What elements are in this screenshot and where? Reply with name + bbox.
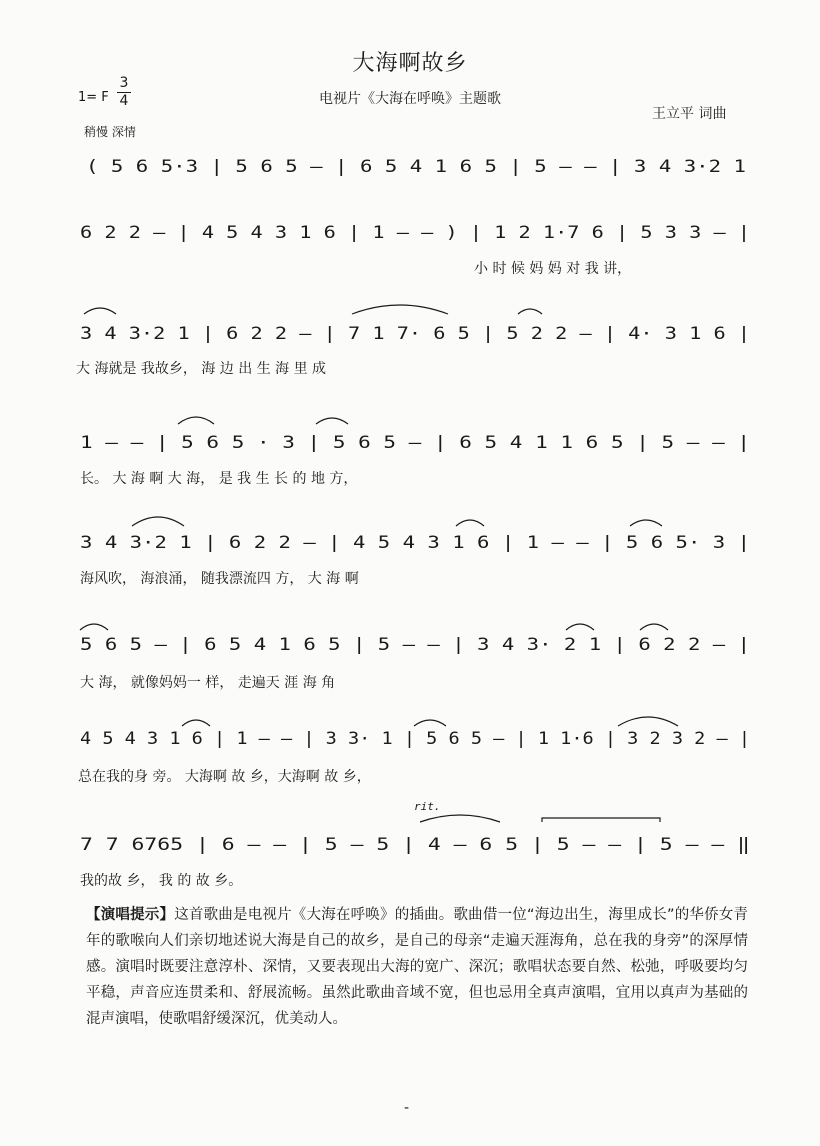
author-credit: 王立平 词曲	[652, 106, 727, 122]
singing-tips	[86, 902, 748, 1032]
notes-line-6: 5 6 5 – | 6 5 4 1 6 5 | 5 – – | 3 4 3· 2 1 | 6 2 2 – |	[80, 635, 751, 655]
ritardando-mark: rit.	[414, 800, 441, 813]
key-signature: 1= F	[78, 90, 109, 105]
notes-line-1: ( 5 6 5·3 | 5 6 5 – | 6 5 4 1 6 5 | 5 – – | 3 4 3·2 1	[86, 157, 746, 177]
lyrics-line-8: 我的故 乡， 我 的 故 乡。	[80, 873, 243, 889]
page-mark: -	[404, 1100, 410, 1116]
time-signature-top: 3	[119, 75, 129, 91]
notation-line-8	[0, 792, 820, 912]
score-line-2	[0, 178, 820, 298]
notes-line-4: 1 – – | 5 6 5 · 3 | 5 6 5 – | 6 5 4 1 1 6 5 | 5 – – |	[80, 433, 750, 453]
score-line-7	[0, 688, 820, 808]
lyrics-line-4: 长。 大 海 啊 大 海， 是 我 生 长 的 地 方，	[80, 471, 358, 487]
song-title: 大海啊故乡	[352, 51, 468, 76]
lyrics-line-6: 大 海， 就像妈妈一 样， 走遍天 涯 海 角	[80, 675, 336, 691]
notation-line-5	[0, 488, 820, 608]
score-line-5	[0, 488, 820, 608]
lyrics-line-3: 大 海就是 我故乡， 海 边 出 生 海 里 成	[76, 361, 327, 377]
notes-line-8: 7 7 6765 | 6 – – | 5 – 5 | 4 – 6 5 | 5 – – | 5 – – ‖	[80, 835, 750, 855]
tempo-marking: 稍慢 深情	[84, 125, 136, 139]
time-signature-bottom: 4	[119, 93, 129, 109]
score-line-8	[0, 792, 820, 912]
notation-line-7	[0, 688, 820, 808]
notes-line-5: 3 4 3·2 1 | 6 2 2 – | 4 5 4 3 1 6 | 1 – – | 5 6 5· 3 |	[80, 533, 751, 553]
notes-line-2: 6 2 2 – | 4 5 4 3 1 6 | 1 – – ) | 1 2 1·7 6 | 5 3 3 – |	[80, 223, 750, 243]
singing-tips-label: 【演唱提示】	[86, 907, 175, 923]
notes-line-3: 3 4 3·2 1 | 6 2 2 – | 7 1 7· 6 5 | 5 2 2 – | 4· 3 1 6 |	[80, 324, 750, 344]
lyrics-line-2: 小 时 候 妈 妈 对 我 讲，	[474, 261, 632, 277]
lyrics-line-5: 海风吹， 海浪涌， 随我漂流四 方， 大 海 啊	[80, 571, 359, 587]
lyrics-line-7: 总在我的身 旁。 大海啊 故 乡，大海啊 故 乡，	[78, 769, 371, 785]
song-subtitle: 电视片《大海在呼唤》主题歌	[319, 91, 501, 107]
notes-line-7: 4 5 4 3 1 6 | 1 – – | 3 3· 1 | 5 6 5 – | 1 1·6 | 3 2 3 2 – |	[80, 729, 750, 749]
notation-line-2	[0, 178, 820, 298]
singing-tips-text: 这首歌曲是电视片《大海在呼唤》的插曲。歌曲借一位“海边出生，海里成长”的华侨女青年的歌喉向人们亲切地述说大海是自己的故乡，是自己的母亲“走遍天涯海角，总在我的身旁”的深厚情感。演唱时既要注意淳朴、深情，又要表现出大海的宽广、深沉；歌唱状态要自然、松弛，呼吸要均匀平稳，声音应连贯柔和、舒展流畅。虽然此歌曲音域不宽，但也忌用全真声演唱，宜用以真声为基础的混声演唱，使歌唱舒缓深沉，优美动人。	[86, 907, 748, 1027]
